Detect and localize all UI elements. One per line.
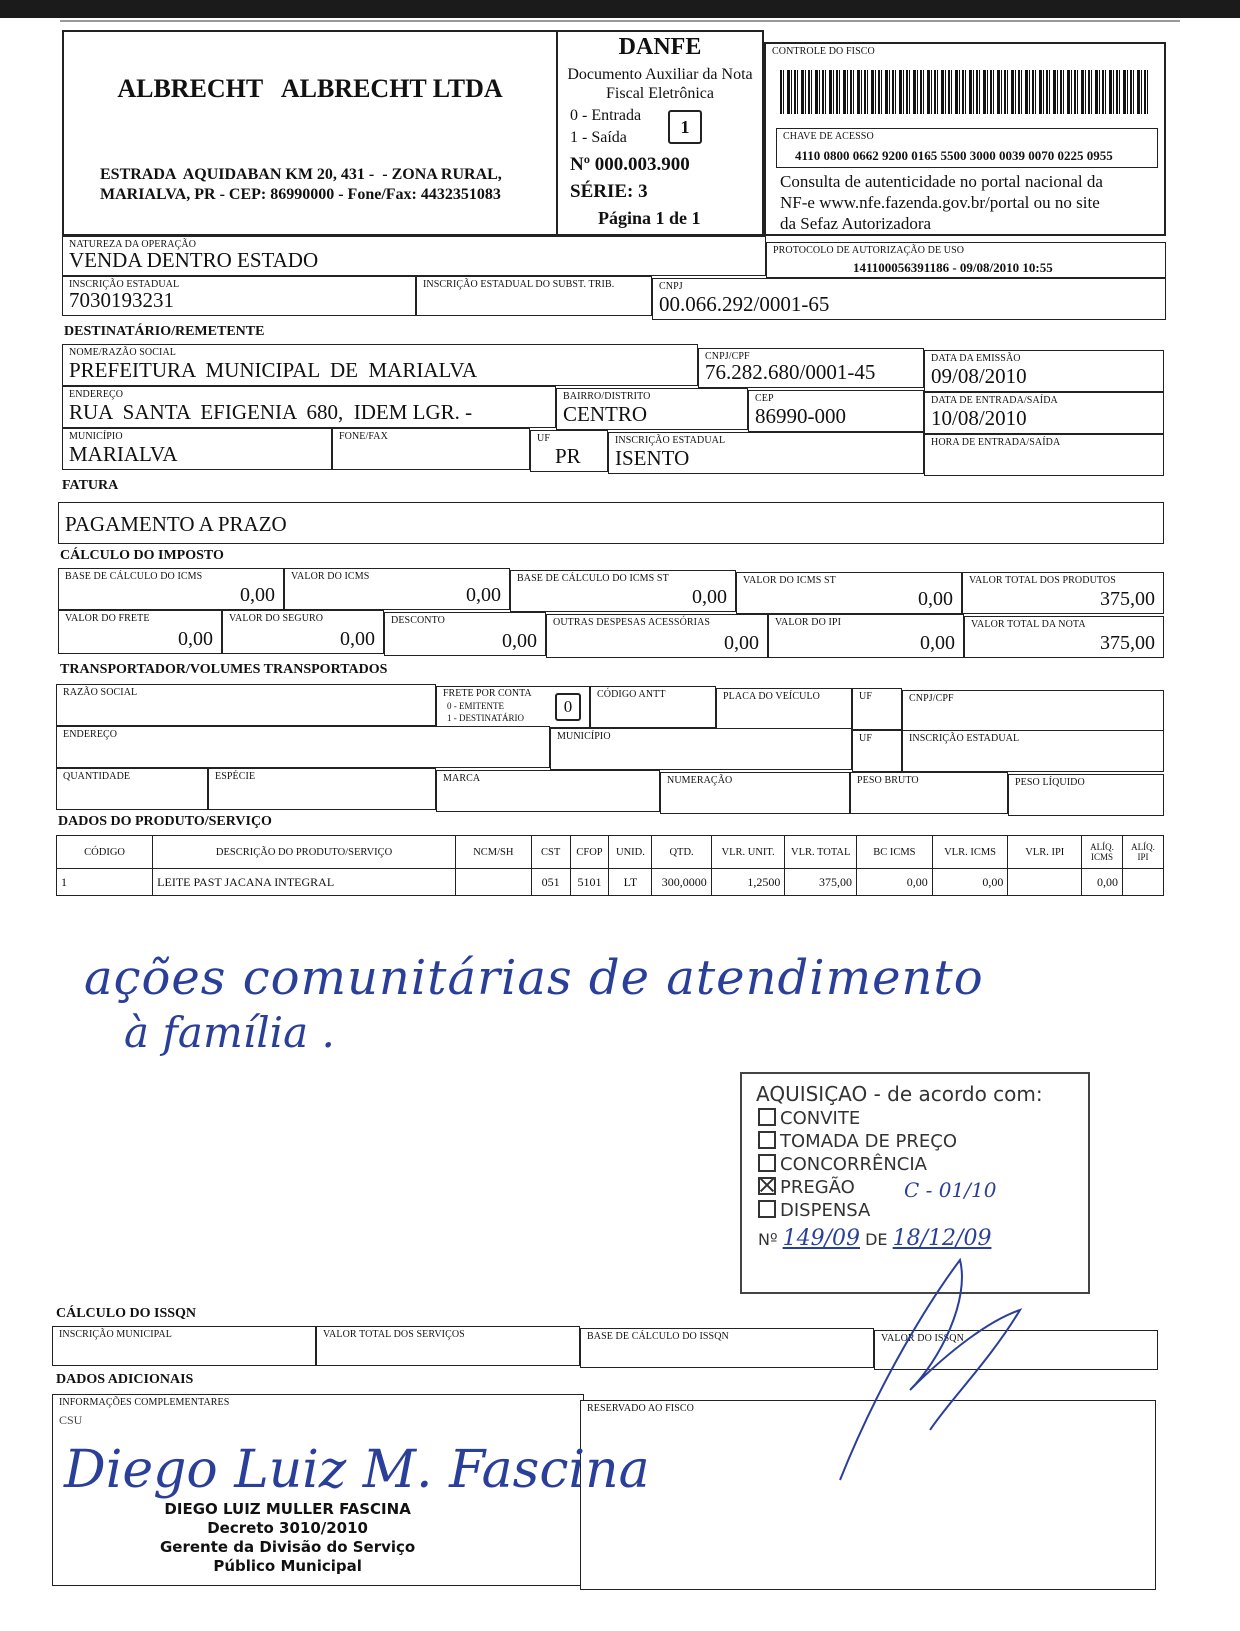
desconto: 0,00: [502, 630, 537, 652]
col-codigo: CÓDIGO: [57, 836, 153, 869]
stamp-option-tomada-label: TOMADA DE PREÇO: [780, 1131, 958, 1152]
emitente-address-1: ESTRADA AQUIDABAN KM 20, 431 - - ZONA RURAL,: [100, 166, 502, 183]
imposto-section-title: CÁLCULO DO IMPOSTO: [60, 548, 224, 563]
signature-stroke-icon: [820, 1240, 1040, 1490]
transp-antt-box: [590, 686, 716, 728]
base-icms-box: [58, 568, 284, 610]
emitente-address-2: MARIALVA, PR - CEP: 86990000 - Fone/Fax: 4432351083: [100, 186, 501, 203]
transp-uf-label: UF: [859, 691, 872, 702]
signature-block: [160, 1500, 415, 1576]
dest-emissao-label: DATA DA EMISSÃO: [931, 353, 1021, 364]
dest-cnpj-label: CNPJ/CPF: [705, 351, 750, 362]
row-vlr-unit: 1,2500: [711, 869, 785, 896]
transp-frete-value: 0: [555, 693, 581, 721]
emitente-box: [62, 30, 558, 236]
dest-uf-label: UF: [537, 433, 550, 444]
dest-hora-label: HORA DE ENTRADA/SAÍDA: [931, 437, 1061, 448]
danfe-subtitle-1: Documento Auxiliar da Nota: [567, 66, 753, 83]
danfe-tipo-box: 1: [668, 110, 702, 144]
col-qtd: QTD.: [652, 836, 711, 869]
top-rule: [60, 20, 1180, 22]
dest-uf-box: [530, 430, 608, 472]
barcode: [780, 70, 1148, 114]
transp-ie-label: INSCRIÇÃO ESTADUAL: [909, 733, 1020, 744]
dest-nome-box: [62, 344, 698, 386]
dest-fone-box: [332, 428, 530, 470]
checkbox-icon: [758, 1108, 776, 1126]
checked-box-icon: [758, 1177, 776, 1195]
row-aliq-ipi: [1123, 869, 1164, 896]
row-bc-icms: 0,00: [857, 869, 933, 896]
consulta-line-2: NF-e www.nfe.fazenda.gov.br/portal ou no site: [780, 193, 1100, 212]
dest-cnpj: 76.282.680/0001-45: [705, 360, 876, 384]
produtos-section-title: DADOS DO PRODUTO/SERVIÇO: [58, 814, 272, 829]
issqn-inscricao-label: INSCRIÇÃO MUNICIPAL: [59, 1329, 172, 1340]
danfe-numero: Nº 000.003.900: [570, 154, 690, 175]
danfe-subtitle-2: Fiscal Eletrônica: [606, 85, 714, 102]
danfe-title: DANFE: [618, 34, 702, 60]
transp-razao-label: RAZÃO SOCIAL: [63, 687, 138, 698]
danfe-entrada: 0 - Entrada: [570, 107, 642, 124]
consulta-line-1: Consulta de autenticidade no portal nacional da: [780, 172, 1103, 191]
transp-razao-box: [56, 684, 436, 726]
transp-frete-label-2: 0 - EMITENTE: [447, 701, 504, 711]
dest-uf: PR: [555, 444, 581, 468]
total-produtos-label: VALOR TOTAL DOS PRODUTOS: [969, 575, 1116, 586]
chave-acesso-label: CHAVE DE ACESSO: [783, 131, 874, 142]
stamp-option-convite: [758, 1108, 860, 1129]
dest-cnpj-box: [698, 348, 924, 388]
transp-endereco-label: ENDEREÇO: [63, 729, 118, 740]
signature-decreto: Decreto 3010/2010: [207, 1519, 368, 1537]
col-vlr-ipi: VLR. IPI: [1008, 836, 1082, 869]
desconto-box: [384, 612, 546, 656]
transp-placa-label: PLACA DO VEÍCULO: [723, 691, 820, 702]
outras-despesas-label: OUTRAS DESPESAS ACESSÓRIAS: [553, 617, 711, 628]
row-cfop: 5101: [570, 869, 609, 896]
stamp-option-pregao: [758, 1177, 855, 1198]
base-icms: 0,00: [240, 584, 275, 606]
controle-fisco-box: [764, 42, 1166, 236]
transp-cnpj-label: CNPJ/CPF: [909, 693, 954, 704]
danfe-saida: 1 - Saída: [570, 129, 627, 146]
issqn-inscricao-box: [52, 1326, 316, 1366]
valor-icms: 0,00: [466, 584, 501, 606]
transp-peso-liq-box: [1008, 774, 1164, 816]
signature-name: DIEGO LUIZ MULLER FASCINA: [164, 1500, 411, 1518]
seguro-box: [222, 610, 384, 654]
base-icms-st-label: BASE DE CÁLCULO DO ICMS ST: [517, 573, 669, 584]
frete: 0,00: [178, 628, 213, 650]
dest-municipio: MARIALVA: [69, 442, 178, 466]
dest-ie-box: [608, 432, 924, 474]
transp-peso-bruto-box: [850, 772, 1008, 814]
natureza-operacao-box: [62, 236, 766, 276]
stamp-option-convite-label: CONVITE: [780, 1108, 861, 1129]
transp-qtd-label: QUANTIDADE: [63, 771, 131, 782]
transp-frete-label-3: 1 - DESTINATÁRIO: [447, 713, 524, 723]
transp-numeracao-box: [660, 772, 850, 814]
handwritten-signature: Diego Luiz M. Fascina: [64, 1440, 650, 1500]
protocolo-box: [766, 242, 1166, 278]
total-nota: 375,00: [1100, 632, 1155, 654]
issqn-section-title: CÁLCULO DO ISSQN: [56, 1306, 197, 1321]
outras-despesas-box: [546, 614, 768, 658]
col-unid: UNID.: [609, 836, 652, 869]
transp-municipio-box: [550, 728, 852, 770]
signature-cargo: Gerente da Divisão do Serviço: [160, 1538, 416, 1556]
natureza-operacao-label: NATUREZA DA OPERAÇÃO: [69, 239, 197, 250]
col-aliq-ipi: ALÍQ. IPI: [1123, 836, 1164, 869]
destinatario-section-title: DESTINATÁRIO/REMETENTE: [64, 324, 265, 339]
stamp-title: AQUISIÇAO - de acordo com:: [756, 1082, 1043, 1106]
info-complementares-label: INFORMAÇÕES COMPLEMENTARES: [59, 1397, 230, 1408]
dest-cep-box: [748, 390, 924, 432]
base-icms-label: BASE DE CÁLCULO DO ICMS: [65, 571, 203, 582]
valor-icms-box: [284, 568, 510, 610]
cnpj: 00.066.292/0001-65: [659, 292, 830, 316]
chave-acesso-box: [776, 128, 1158, 168]
total-nota-label: VALOR TOTAL DA NOTA: [971, 619, 1086, 630]
cnpj-label: CNPJ: [659, 281, 683, 292]
chave-acesso: 4110 0800 0662 9200 0165 5500 3000 0039 0070 0225 0955: [795, 148, 1113, 163]
controle-fisco-label: CONTROLE DO FISCO: [772, 46, 875, 57]
transp-uf2-box: [852, 730, 902, 772]
table-row: [57, 869, 1164, 896]
row-vlr-ipi: [1008, 869, 1082, 896]
valor-ipi-label: VALOR DO IPI: [775, 617, 842, 628]
danfe-box: [556, 30, 764, 236]
dest-ie-label: INSCRIÇÃO ESTADUAL: [615, 435, 726, 446]
dest-emissao-box: [924, 350, 1164, 392]
stamp-num-prefix: Nº: [758, 1230, 778, 1249]
total-nota-box: [964, 616, 1164, 658]
produtos-table: [56, 835, 1164, 896]
transp-cnpj-box: [902, 690, 1164, 732]
protocolo-value: 141100056391186 - 09/08/2010 10:55: [853, 260, 1053, 275]
stamp-option-dispensa-label: DISPENSA: [780, 1200, 871, 1221]
issqn-valor-label: VALOR DO ISSQN: [881, 1333, 964, 1344]
transp-placa-box: [716, 688, 852, 730]
frete-box: [58, 610, 222, 654]
dest-endereco: RUA SANTA EFIGENIA 680, IDEM LGR. -: [69, 400, 473, 424]
transportador-section-title: TRANSPORTADOR/VOLUMES TRANSPORTADOS: [60, 662, 388, 677]
stamp-option-tomada: [758, 1131, 957, 1152]
inscricao-estadual-box: [62, 276, 416, 316]
stamp-option-pregao-label: PREGÃO: [780, 1177, 855, 1198]
valor-icms-label: VALOR DO ICMS: [291, 571, 370, 582]
dest-nome: PREFEITURA MUNICIPAL DE MARIALVA: [69, 358, 478, 382]
transp-uf2-label: UF: [859, 733, 872, 744]
col-cst: CST: [531, 836, 570, 869]
dest-fone-label: FONE/FAX: [339, 431, 388, 442]
inscricao-estadual-label: INSCRIÇÃO ESTADUAL: [69, 279, 180, 290]
inscricao-estadual: 7030193231: [69, 288, 174, 312]
consulta-line-3: da Sefaz Autorizadora: [780, 214, 932, 233]
checkbox-icon: [758, 1200, 776, 1218]
valor-icms-st: 0,00: [918, 588, 953, 610]
danfe-pagina: Página 1 de 1: [598, 208, 701, 228]
base-icms-st: 0,00: [692, 586, 727, 608]
stamp-date: 18/12/09: [892, 1226, 992, 1251]
transp-ie-box: [902, 730, 1164, 772]
adicionais-section-title: DADOS ADICIONAIS: [56, 1372, 194, 1387]
dest-hora-box: [924, 434, 1164, 476]
scan-top-edge: [0, 0, 1240, 18]
emitente-name: ALBRECHT ALBRECHT LTDA: [117, 74, 503, 103]
valor-ipi: 0,00: [920, 632, 955, 654]
transp-uf-box: [852, 688, 902, 730]
desconto-label: DESCONTO: [391, 615, 445, 626]
frete-label: VALOR DO FRETE: [65, 613, 150, 624]
total-produtos-box: [962, 572, 1164, 614]
total-produtos: 375,00: [1100, 588, 1155, 610]
stamp-de: DE: [865, 1230, 888, 1249]
stamp-option-concorrencia-label: CONCORRÊNCIA: [780, 1154, 927, 1175]
dest-bairro-label: BAIRRO/DISTRITO: [563, 391, 651, 402]
dest-cep: 86990-000: [755, 404, 846, 428]
transp-frete-label-1: FRETE POR CONTA: [443, 688, 532, 699]
info-csu: CSU: [59, 1413, 83, 1427]
row-ncm: [456, 869, 532, 896]
transp-numeracao-label: NUMERAÇÃO: [667, 775, 733, 786]
handwritten-note-line-1: ações comunitárias de atendimento: [84, 950, 984, 1006]
dest-endereco-box: [62, 386, 556, 428]
dest-bairro: CENTRO: [563, 402, 647, 426]
dest-municipio-box: [62, 428, 332, 470]
dest-municipio-label: MUNICÍPIO: [69, 431, 123, 442]
valor-ipi-box: [768, 614, 964, 658]
ie-subst-label: INSCRIÇÃO ESTADUAL DO SUBST. TRIB.: [423, 279, 615, 290]
dest-cep-label: CEP: [755, 393, 774, 404]
fatura-section-title: FATURA: [62, 478, 119, 493]
fatura-value: PAGAMENTO A PRAZO: [65, 512, 287, 536]
transp-especie-box: [208, 768, 436, 810]
col-aliq-icms: ALÍQ. ICMS: [1082, 836, 1123, 869]
dest-ie: ISENTO: [615, 446, 690, 470]
col-vlr-total: VLR. TOTAL: [785, 836, 857, 869]
col-ncm: NCM/SH: [456, 836, 532, 869]
row-qtd: 300,0000: [652, 869, 711, 896]
danfe-serie: SÉRIE: 3: [570, 181, 648, 202]
transp-antt-label: CÓDIGO ANTT: [597, 689, 666, 700]
col-cfop: CFOP: [570, 836, 609, 869]
base-icms-st-box: [510, 570, 736, 612]
col-vlr-unit: VLR. UNIT.: [711, 836, 785, 869]
col-vlr-icms: VLR. ICMS: [932, 836, 1008, 869]
dest-entrada-label: DATA DE ENTRADA/SAÍDA: [931, 395, 1058, 406]
transp-endereco-box: [56, 726, 550, 768]
row-cst: 051: [531, 869, 570, 896]
cnpj-box: [652, 278, 1166, 320]
issqn-valor-servicos-box: [316, 1326, 580, 1366]
col-bc-icms: BC ICMS: [857, 836, 933, 869]
row-aliq-icms: 0,00: [1082, 869, 1123, 896]
seguro: 0,00: [340, 628, 375, 650]
dest-endereco-label: ENDEREÇO: [69, 389, 124, 400]
row-descricao: LEITE PAST JACANA INTEGRAL: [153, 869, 456, 896]
stamp-option-concorrencia: [758, 1154, 927, 1175]
dest-entrada-box: [924, 392, 1164, 434]
transp-frete-box: [436, 686, 590, 728]
transp-municipio-label: MUNICÍPIO: [557, 731, 611, 742]
signature-orgao: Público Municipal: [213, 1557, 362, 1575]
valor-icms-st-label: VALOR DO ICMS ST: [743, 575, 836, 586]
handwritten-note-line-2: à família .: [124, 1008, 335, 1057]
fatura-box: [58, 502, 1164, 544]
natureza-operacao: VENDA DENTRO ESTADO: [69, 248, 319, 272]
col-descricao: DESCRIÇÃO DO PRODUTO/SERVIÇO: [153, 836, 456, 869]
stamp-option-dispensa: [758, 1200, 870, 1221]
protocolo-label: PROTOCOLO DE AUTORIZAÇÃO DE USO: [773, 245, 965, 256]
row-codigo: 1: [57, 869, 153, 896]
valor-icms-st-box: [736, 572, 962, 614]
row-vlr-icms: 0,00: [932, 869, 1008, 896]
checkbox-icon: [758, 1154, 776, 1172]
reservado-fisco-label: RESERVADO AO FISCO: [587, 1403, 694, 1414]
transp-qtd-box: [56, 768, 208, 810]
transp-marca-label: MARCA: [443, 773, 481, 784]
dest-entrada: 10/08/2010: [931, 406, 1027, 430]
stamp-num: 149/09: [782, 1226, 861, 1251]
dest-emissao: 09/08/2010: [931, 364, 1027, 388]
issqn-base-label: BASE DE CÁLCULO DO ISSQN: [587, 1331, 729, 1342]
ie-subst-box: [416, 276, 652, 316]
row-unid: LT: [609, 869, 652, 896]
checkbox-icon: [758, 1131, 776, 1149]
issqn-valor-servicos-label: VALOR TOTAL DOS SERVIÇOS: [323, 1329, 465, 1340]
outras-despesas: 0,00: [724, 632, 759, 654]
dest-bairro-box: [556, 388, 748, 430]
transp-especie-label: ESPÉCIE: [215, 771, 256, 782]
stamp-pregao-note: C - 01/10: [904, 1178, 997, 1202]
dest-nome-label: NOME/RAZÃO SOCIAL: [69, 347, 176, 358]
row-vlr-total: 375,00: [785, 869, 857, 896]
produtos-header-row: [57, 836, 1164, 869]
transp-peso-bruto-label: PESO BRUTO: [857, 775, 919, 786]
transp-peso-liq-label: PESO LÍQUIDO: [1015, 777, 1085, 788]
seguro-label: VALOR DO SEGURO: [229, 613, 324, 624]
transp-marca-box: [436, 770, 660, 812]
